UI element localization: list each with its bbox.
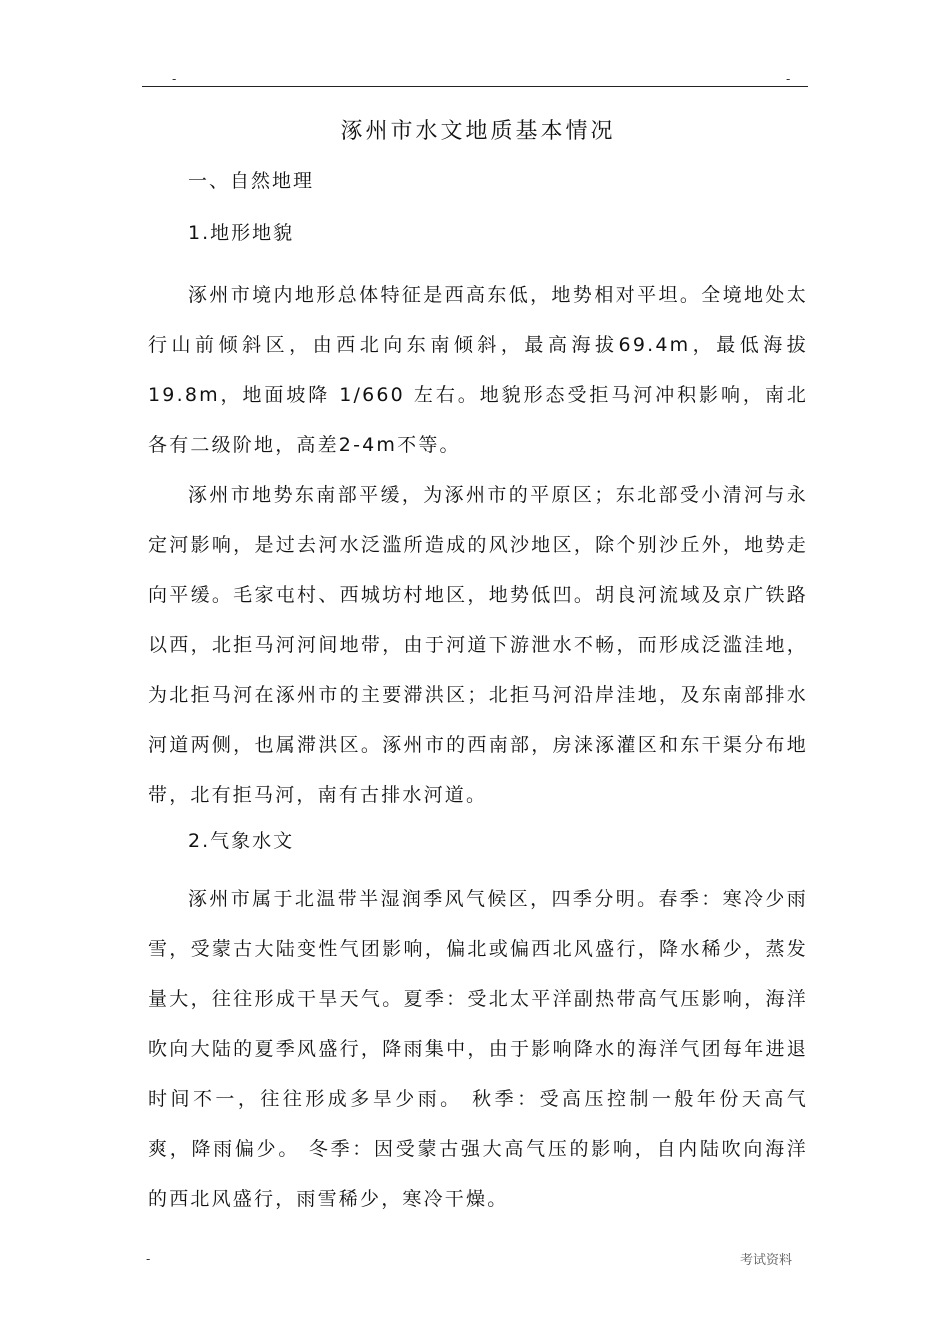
document-body: [148, 112, 808, 1224]
paragraph-terrain-overview: 涿州市境内地形总体特征是西高东低，地势相对平坦。全境地处太行山前倾斜区，由西北向东南倾斜，最高海拔69.4m，最低海拔19.8m，地面坡降 1/660 左右。地貌形态受拒马河冲积影响，南北各有二级阶地，高差2-4m不等。: [148, 284, 808, 456]
section-heading-natural-geography: 一、自然地理: [188, 170, 315, 192]
header-left-mark: -: [172, 72, 177, 86]
subsection-heading-climate: 2.气象水文: [188, 830, 295, 852]
header-right-mark: -: [786, 72, 791, 86]
footer-label: 考试资料: [740, 1253, 793, 1268]
footer-left-mark: -: [146, 1252, 151, 1266]
paragraph-climate: 涿州市属于北温带半湿润季风气候区，四季分明。春季：寒冷少雨雪，受蒙古大陆变性气团影响，偏北或偏西北风盛行，降水稀少，蒸发量大，往往形成干旱天气。夏季：受北太平洋副热带高气压影响，海洋吹向大陆的夏季风盛行，降雨集中，由于影响降水的海洋气团每年进退时间不一，往往形成多旱少雨。 秋季：受高压控制一般年份天高气爽，降雨偏少。 冬季：因受蒙古强大高气压的影响，自内陆吹向海洋的西北风盛行，雨雪稀少，寒冷干燥。: [148, 888, 808, 1210]
paragraph-terrain-detail: 涿州市地势东南部平缓，为涿州市的平原区；东北部受小清河与永定河影响，是过去河水泛滥所造成的风沙地区，除个别沙丘外，地势走向平缓。毛家屯村、西城坊村地区，地势低凹。胡良河流域及京广铁路以西，北拒马河河间地带，由于河道下游泄水不畅，而形成泛滥洼地，为北拒马河在涿州市的主要滞洪区；北拒马河沿岸洼地，及东南部排水河道两侧，也属滞洪区。涿州市的西南部，房涞涿灌区和东干渠分布地带，北有拒马河，南有古排水河道。: [148, 484, 808, 806]
header-rule: [142, 86, 808, 87]
subsection-heading-terrain: 1.地形地貌: [188, 222, 295, 244]
document-title: 涿州市水文地质基本情况: [340, 119, 616, 144]
